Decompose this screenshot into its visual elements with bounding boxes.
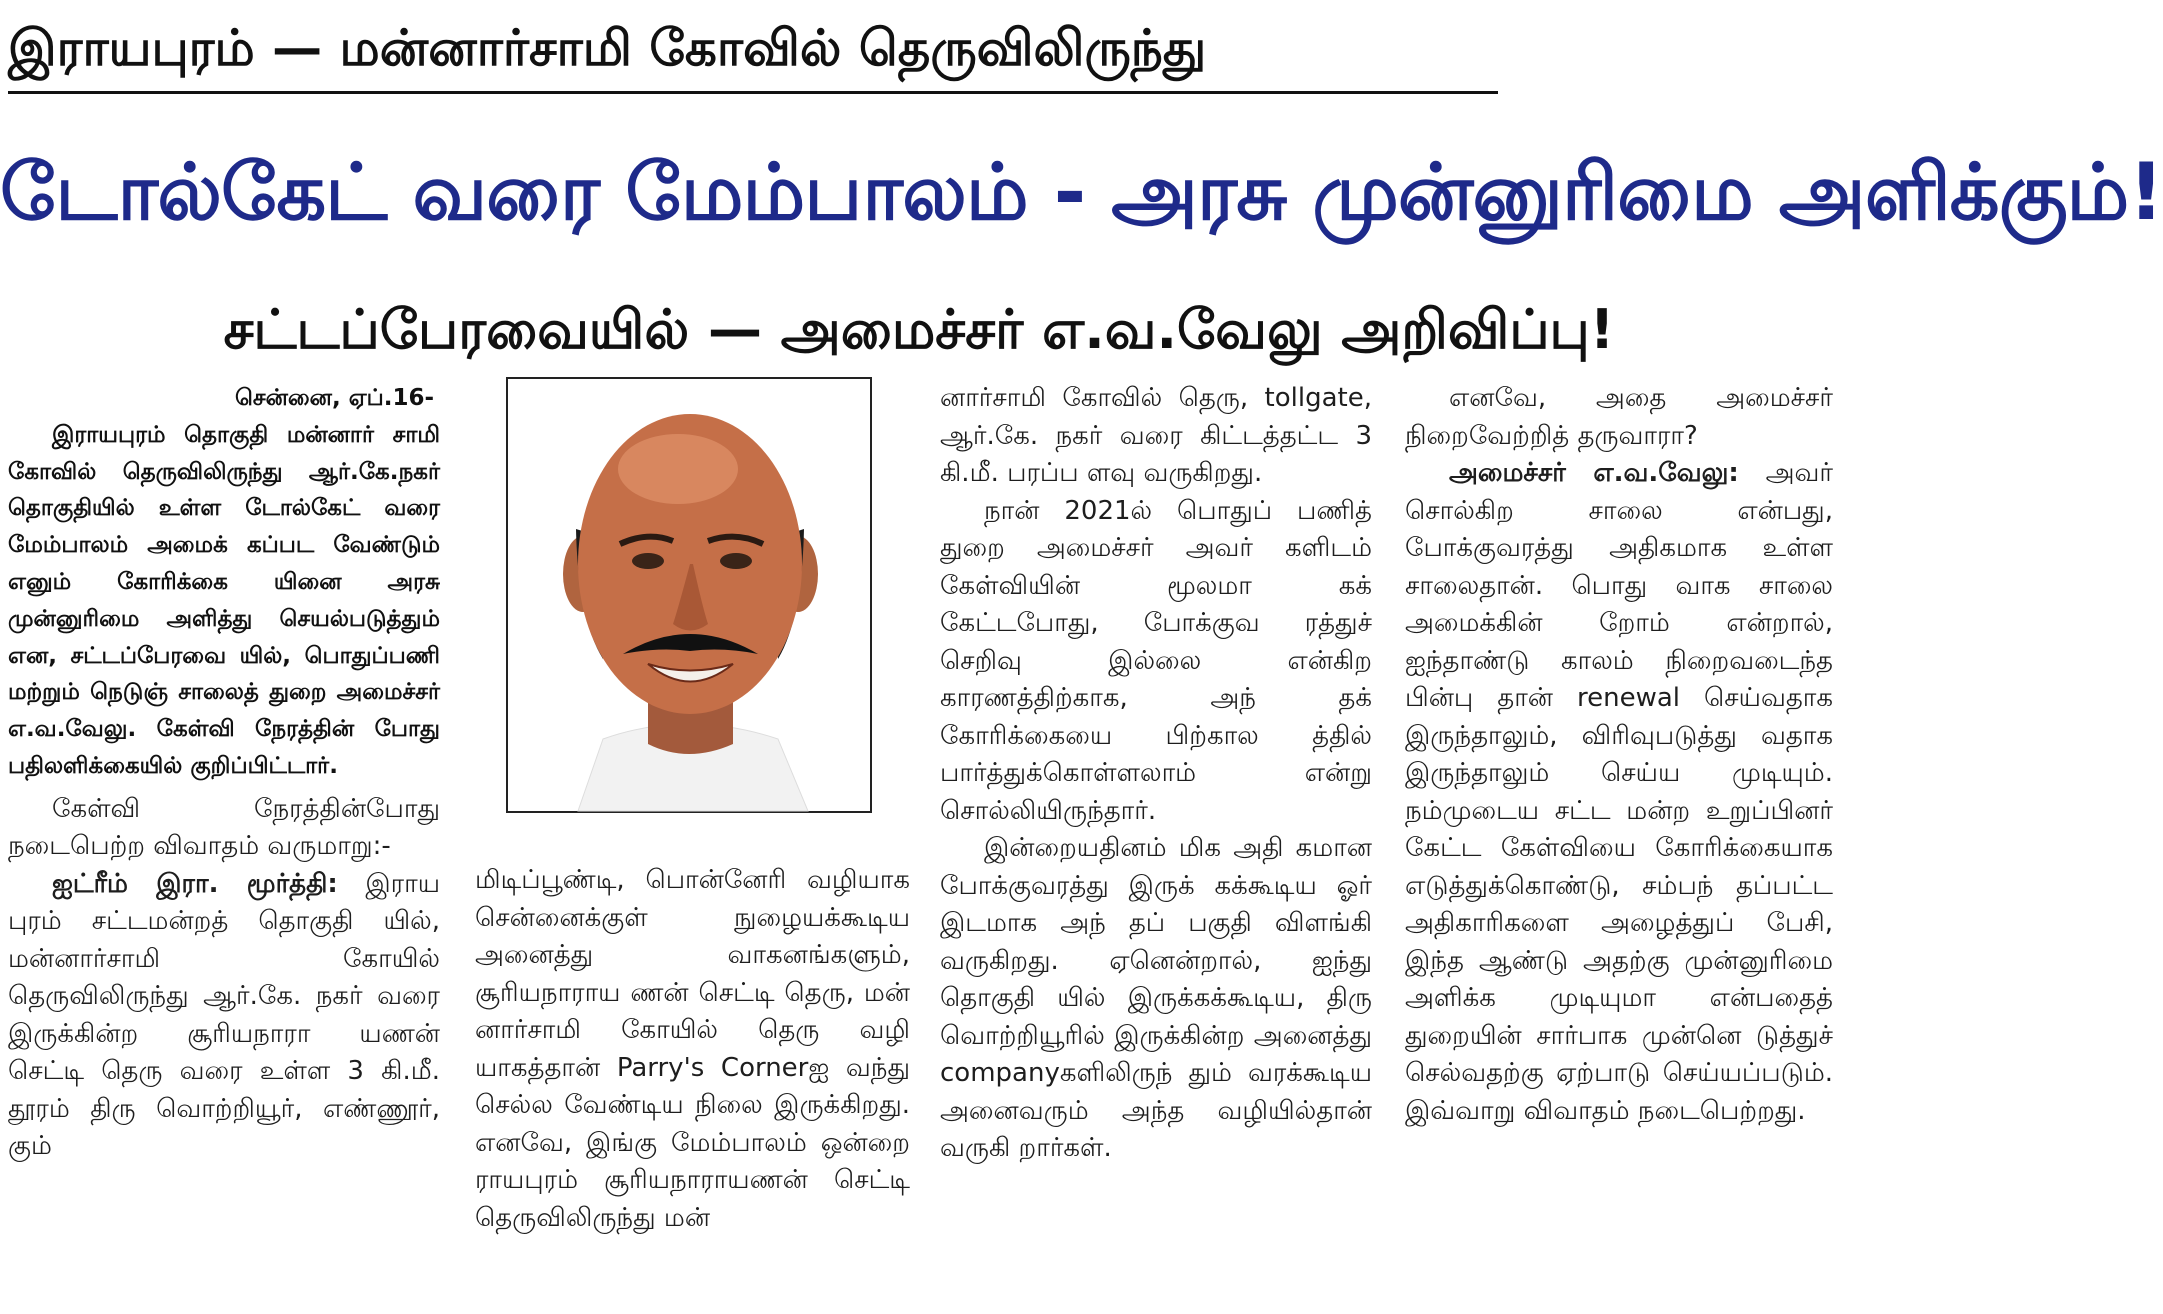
column3-paragraph-2: நான் 2021ல் பொதுப் பணித் துறை அமைச்சர் அவர் களிடம் கேள்வியின் மூலமா கக் கேட்டபோது, போக்குவ ரத்துச் செறிவு இல்லை என்கிற காரணத்திற்காக, அந் தக் கோரிக்கையை பிற்கால த்தில் பார்த்துக்கொள்ளலாம் என்று சொல்லியிருந்தார். [940,495,1372,826]
article-column-3 [940,380,1372,1305]
speaker2-name: அமைச்சர் எ.வ.வேலு: [1449,458,1739,488]
column4-paragraph-1: எனவே, அதை அமைச்சர் நிறைவேற்றித் தருவாரா? [1405,383,1833,451]
article-column-4 [1405,380,1833,1305]
main-headline: டோல்கேட் வரை மேம்பாலம் - அரசு முன்னுரிமை அளிக்கும்! [0,148,2163,238]
speaker2-text: அவர் சொல்கிற சாலை என்பது, போக்குவரத்து அதிகமாக உள்ள சாலைதான். பொது வாக சாலை அமைக்கின் றோம் என்றால், ஐந்தாண்டு காலம் நிறைவடைந்த பின்பு தான் renewal செய்வதாக இருந்தாலும், விரிவுபடுத்து வதாக இருந்தாலும் செய்ய முடியும். நம்முடைய சட்ட மன்ற உறுப்பினர் கேட்ட கேள்வியை கோரிக்கையாக எடுத்துக்கொண்டு, சம்பந் தப்பட்ட அதிகாரிகளை அழைத்துப் பேசி, இந்த ஆண்டு அதற்கு முன்னுரிமை அளிக்க முடியுமா என்பதைத் துறையின் சார்பாக முன்னெ டுத்துச் செல்வதற்கு ஏற்பாடு செய்யப்படும். இவ்வாறு விவாதம் நடைபெற்றது. [1405,458,1833,1126]
speaker2-paragraph [1405,455,1833,1130]
kicker-underline [8,91,1498,94]
portrait-image [508,379,870,811]
lead-paragraph: இராயபுரம் தொகுதி மன்னார் சாமி கோவில் தெருவிலிருந்து ஆர்.கே.நகர் தொகுதியில் உள்ள டோல்கேட் வரை மேம்பாலம் அமைக் கப்பட வேண்டும் எனும் கோரிக்கை யினை அரசு முன்னுரிமை அளித்து செயல்படுத்தும் என, சட்டப்பேரவை யில், பொதுப்பணி மற்றும் நெடுஞ் சாலைத் துறை அமைச்சர் எ.வ.வேலு. கேள்வி நேரத்தின் போது பதிலளிக்கையில் குறிப்பிட்டார். [8,421,440,779]
dateline: சென்னை, ஏப்.16- [234,385,434,411]
article-column-2 [475,862,910,1307]
minister-photo [506,377,872,813]
speaker1-text: இராய புரம் சட்டமன்றத் தொகுதி யில், மன்னார்சாமி கோயில் தெருவிலிருந்து ஆர்.கே. நகர் வரை இருக்கின்ற சூரியநாரா யணன் செட்டி தெரு வரை உள்ள 3 கி.மீ. தூரம் திரு வொற்றியூர், எண்ணூர், கும் [8,868,440,1162]
sub-headline: சட்டப்பேரவையில் — அமைச்சர் எ.வ.வேலு அறிவிப்பு! [223,298,1615,361]
column3-paragraph-3: இன்றையதினம் மிக அதி கமான போக்குவரத்து இருக் கக்கூடிய ஓர் இடமாக அந் தப் பகுதி விளங்கி வருகிறது. ஏனென்றால், ஐந்து தொகுதி யில் இருக்கக்கூடிய, திரு வொற்றியூரில் இருக்கின்ற அனைத்து companyகளிலிருந் தும் வரக்கூடிய அனைவரும் அந்த வழியில்தான் வருகி றார்கள். [940,833,1372,1163]
column3-paragraph-1: னார்சாமி கோவில் தெரு, tollgate, ஆர்.கே. நகர் வரை கிட்டத்தட்ட 3 கி.மீ. பரப்ப ளவு வருகிறது. [940,383,1372,488]
speaker1-name: ஐட்ரீம் இரா. மூர்த்தி: [52,868,338,899]
intro-paragraph: கேள்வி நேரத்தின்போது நடைபெற்ற விவாதம் வருமாறு:- [8,793,440,862]
kicker-headline: இராயபுரம் — மன்னார்சாமி கோவில் தெருவிலிருந்து [8,19,1207,77]
column2-paragraph: மிடிப்பூண்டி, பொன்னேரி வழியாக சென்னைக்குள் நுழையக்கூடிய அனைத்து வாகனங்களும், சூரியநாராய ணன் செட்டி தெரு, மன் னார்சாமி கோயில் தெரு வழி யாகத்தான் Parry's Cornerஐ வந்து செல்ல வேண்டிய நிலை இருக்கிறது. எனவே, இங்கு மேம்பாலம் ஒன்றை ராயபுரம் சூரியநாராயணன் செட்டி தெருவிலிருந்து மன் [475,865,910,1233]
article-column-1 [8,380,440,1305]
speaker1-paragraph [8,866,440,1166]
